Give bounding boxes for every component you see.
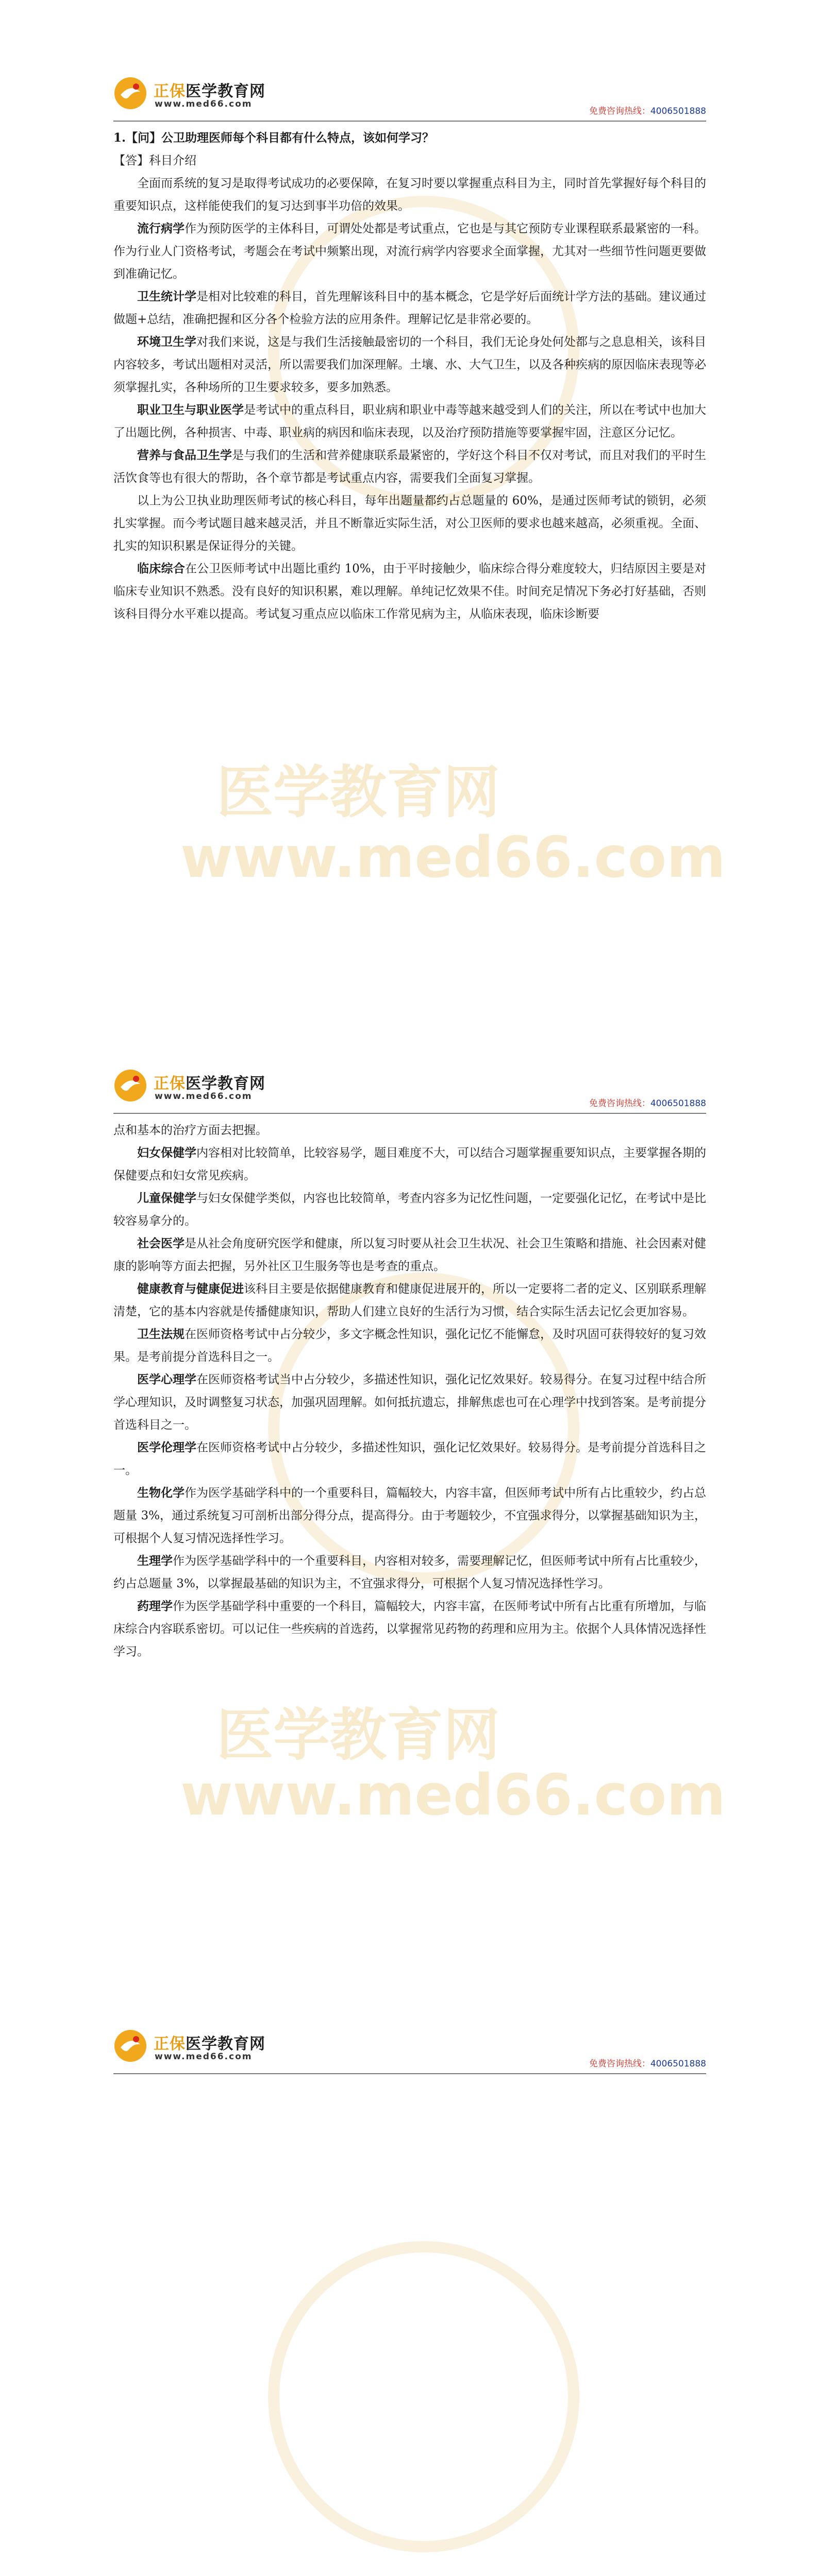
hotline: 免费咨询热线：4006501888 bbox=[589, 106, 706, 116]
paragraph-text: 是考试中的重点科目，职业病和职业中毒等越来越受到人们的关注，所以在考试中也加大了出题比例，各种损害、中毒、职业病的病因和临床表现，以及治疗预防措施等要掌握牢固，注意区分记忆。 bbox=[113, 403, 706, 439]
paragraph-text: 该科目主要是依据健康教育和健康促进展开的，所以一定要将二者的定义、区别联系理解清楚，它的基本内容就是传播健康知识，帮助人们建立良好的生活行为习惯，结合实际生活去记忆会更加容易。 bbox=[113, 1282, 706, 1318]
logo-icon bbox=[113, 1069, 147, 1103]
logo-icon bbox=[113, 2029, 147, 2063]
paragraph-text: 在医师资格考试当中占分较少，多描述性知识，强化记忆效果好。较易得分。在复习过程中结合所学心理知识，及时调整复习状态，加强巩固理解。如何抵抗遗忘，排解焦虑也可在心理学中找到答案。是考前提分首选科目之一。 bbox=[113, 1373, 706, 1432]
subject-name: 卫生法规 bbox=[137, 1327, 185, 1341]
watermark-url: www.med66.com bbox=[180, 1762, 726, 1828]
subject-name: 医学伦理学 bbox=[137, 1440, 196, 1454]
subject-name: 环境卫生学 bbox=[137, 335, 196, 349]
paragraph-text: 全面而系统的复习是取得考试成功的必要保障，在复习时要以掌握重点科目为主，同时首先掌握好每个科目的重要知识点，这样能使我们的复习达到事半功倍的效果。 bbox=[113, 177, 706, 213]
watermark-circle bbox=[268, 2241, 579, 2552]
paragraph-text: 作为医学基础学科中的一个重要科目，内容相对较多，需要理解记忆，但医师考试中所有占比重较少，约占总题量 3%，以掌握最基础的知识为主，不宜强求得分，可根据个人复习情况选择性学习。 bbox=[113, 1554, 706, 1590]
paragraph bbox=[113, 1323, 706, 1368]
subject-name: 健康教育与健康促进 bbox=[137, 1282, 244, 1296]
paragraph bbox=[113, 1187, 706, 1232]
subject-name: 流行病学 bbox=[137, 222, 185, 235]
paragraph-text: 是相对比较难的科目，首先理解该科目中的基本概念，它是学好后面统计学方法的基础。建议通过做题+总结，准确把握和区分各个检验方法的应用条件。理解记忆是非常必要的。 bbox=[113, 290, 706, 326]
paragraph-text: 是与我们的生活和营养健康联系最紧密的，学好这个科目不仅对考试，而且对我们的平时生活饮食等也有很大的帮助，各个章节都是考试重点内容，需要我们全面复习掌握。 bbox=[113, 449, 706, 485]
paragraph-text: 对我们来说，这是与我们生活接触最密切的一个科目，我们无论身处何处都与之息息相关，该科目内容较多，考试出题相对灵活，所以需要我们加深理解。土壤、水、大气卫生，以及各种疾病的原因临床表现等必须掌握扎实，各种场所的卫生要求较多，要多加熟悉。 bbox=[113, 335, 706, 394]
hotline: 免费咨询热线：4006501888 bbox=[589, 2059, 706, 2069]
page-1-body bbox=[113, 127, 706, 625]
subject-name: 药理学 bbox=[137, 1599, 173, 1613]
paragraph bbox=[113, 285, 706, 331]
paragraph bbox=[113, 331, 706, 399]
page-header bbox=[113, 1059, 706, 1114]
paragraph bbox=[113, 557, 706, 625]
paragraph bbox=[113, 1142, 706, 1187]
paragraph bbox=[113, 399, 706, 444]
paragraph bbox=[113, 1436, 706, 1482]
page-header bbox=[113, 2020, 706, 2074]
paragraph bbox=[113, 444, 706, 489]
paragraph bbox=[113, 172, 706, 217]
paragraph bbox=[113, 1232, 706, 1278]
paragraph bbox=[113, 1278, 706, 1323]
subject-name: 卫生统计学 bbox=[137, 290, 196, 303]
page-2-body bbox=[113, 1119, 706, 1663]
paragraph bbox=[113, 1595, 706, 1663]
logo-url: www.med66.com bbox=[155, 99, 253, 109]
subject-name: 儿童保健学 bbox=[137, 1191, 196, 1205]
logo-url: www.med66.com bbox=[155, 2052, 253, 2062]
paragraph bbox=[113, 1368, 706, 1436]
logo-text: 正保医学教育网 bbox=[154, 82, 265, 100]
answer-label: 【答】科目介绍 bbox=[113, 154, 196, 167]
paragraph-text: 以上为公卫执业助理医师考试的核心科目，每年出题量都约占总题量的 60%，是通过医师考试的锁钥，必须扎实掌握。而今考试题目越来越灵活，并且不断靠近实际生活，对公卫医师的要求也越来越高，必须重视。全面、扎实的知识积累是保证得分的关键。 bbox=[113, 494, 706, 553]
watermark-text: 医学教育网 bbox=[216, 759, 500, 825]
paragraph-text: 在公卫医师考试中出题比重约 10%，由于平时接触少，临床综合得分难度较大，归结原因主要是对临床专业知识不熟悉。没有良好的知识积累，难以理解。单纯记忆效果不佳。时间充足情况下务必打好基础，否则该科目得分水平难以提高。考试复习重点应以临床工作常见病为主，从临床表现，临床诊断要 bbox=[113, 562, 706, 621]
paragraph-text: 作为医学基础学科中重要的一个科目，篇幅较大，内容丰富，在医师考试中所有占比重有所增加，与临床综合内容联系密切。可以记住一些疾病的首选药，以掌握常见药物的药理和应用为主。依据个人具体情况选择性学习。 bbox=[113, 1600, 706, 1658]
watermark-url: www.med66.com bbox=[180, 824, 726, 890]
logo-text: 正保医学教育网 bbox=[154, 2035, 265, 2053]
paragraph bbox=[113, 1482, 706, 1550]
subject-name: 营养与食品卫生学 bbox=[137, 448, 232, 462]
paragraph-text: 是从社会角度研究医学和健康，所以复习时要从社会卫生状况、社会卫生策略和措施、社会因素对健康的影响等方面去把握，另外社区卫生服务等也是考查的重点。 bbox=[113, 1237, 706, 1273]
subject-name: 职业卫生与职业医学 bbox=[137, 403, 244, 417]
subject-name: 妇女保健学 bbox=[137, 1146, 196, 1160]
paragraph bbox=[113, 489, 706, 557]
paragraph bbox=[113, 1119, 706, 1142]
watermark-text: 医学教育网 bbox=[216, 1702, 500, 1768]
question-title: 1.【问】公卫助理医师每个科目都有什么特点，该如何学习？ bbox=[113, 131, 435, 145]
subject-name: 生理学 bbox=[137, 1554, 173, 1568]
subject-name: 社会医学 bbox=[137, 1236, 185, 1250]
subject-name: 医学心理学 bbox=[137, 1372, 196, 1386]
paragraph bbox=[113, 217, 706, 285]
paragraph-text: 作为医学基础学科中的一个重要科目，篇幅较大，内容丰富，但医师考试中所有占比重较少，约占总题量 3%，通过系统复习可剖析出部分得分点，提高得分。由于考题较少，不宜强求得分，以掌握基础知识为主，可根据个人复习情况选择性学习。 bbox=[113, 1486, 706, 1545]
paragraph bbox=[113, 1550, 706, 1595]
logo-icon bbox=[113, 76, 147, 110]
paragraph-text: 在医师资格考试中占分较少，多描述性知识，强化记忆效果好。较易得分。是考前提分首选科目之一。 bbox=[113, 1441, 706, 1477]
paragraph-text: 与妇女保健学类似，内容也比较简单，考查内容多为记忆性问题，一定要强化记忆，在考试中是比较容易拿分的。 bbox=[113, 1192, 706, 1228]
subject-name: 生物化学 bbox=[137, 1486, 185, 1500]
hotline: 免费咨询热线：4006501888 bbox=[589, 1098, 706, 1109]
paragraph-text: 在医师资格考试中占分较少，多文字概念性知识，强化记忆不能懈怠，及时巩固可获得较好的复习效果。是考前提分首选科目之一。 bbox=[113, 1328, 706, 1364]
paragraph-text: 点和基本的治疗方面去把握。 bbox=[113, 1124, 268, 1137]
paragraph-text: 内容相对比较简单，比较容易学，题目难度不大，可以结合习题掌握重要知识点，主要掌握各期的保健要点和妇女常见疾病。 bbox=[113, 1146, 706, 1182]
page-header bbox=[113, 67, 706, 122]
paragraph-text: 作为预防医学的主体科目，可谓处处都是考试重点，它也是与其它预防专业课程联系最紧密的一科。作为行业人门资格考试，考题会在考试中频繁出现，对流行病学内容要求全面掌握，尤其对一些细节性问题更要做到准确记忆。 bbox=[113, 222, 706, 281]
subject-name: 临床综合 bbox=[137, 562, 185, 575]
logo-text: 正保医学教育网 bbox=[154, 1075, 265, 1093]
logo-url: www.med66.com bbox=[155, 1091, 253, 1101]
